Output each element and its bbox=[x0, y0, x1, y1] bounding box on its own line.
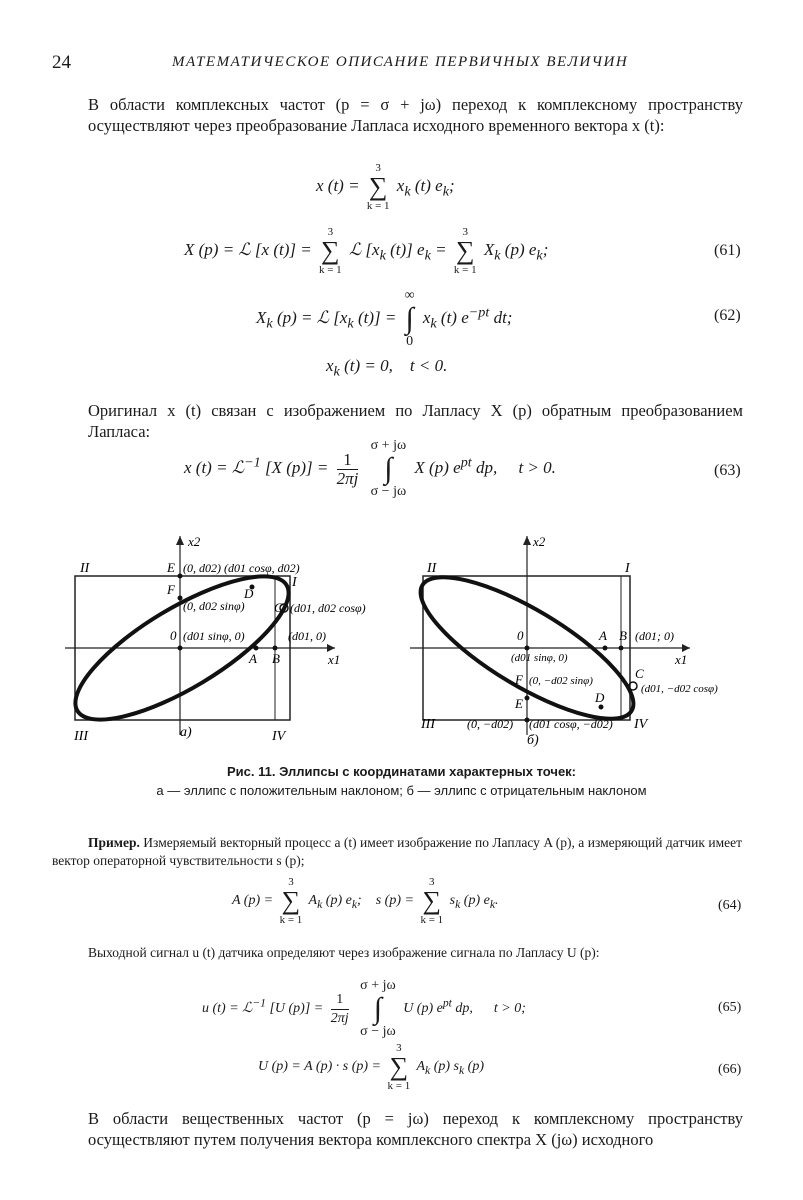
equation-63: x (t) = ℒ$^{-1}$ [X (p)] = $\frac{1}{2\pi j}$ σ + jω ∫ σ − jω X (p) $e^{pt}$ dp, t > 0. bbox=[184, 438, 556, 499]
quadrant-III: III bbox=[74, 729, 88, 744]
equation-number-62: (62) bbox=[714, 307, 741, 324]
point-E: E bbox=[515, 696, 523, 711]
point-C: C bbox=[635, 666, 644, 681]
quadrant-II: II bbox=[427, 561, 437, 576]
x-axis-arrow bbox=[682, 644, 690, 652]
point-D: D bbox=[595, 690, 605, 705]
quadrant-I: I bbox=[625, 561, 630, 576]
point-E: E bbox=[167, 560, 175, 575]
point-D: D bbox=[244, 586, 254, 601]
point-B: B bbox=[272, 651, 280, 666]
axis-label-x2: x2 bbox=[188, 534, 201, 549]
quadrant-IV: IV bbox=[634, 717, 648, 732]
coord-C: (d01, d02 cosφ) bbox=[290, 601, 366, 615]
running-title: МАТЕМАТИЧЕСКОЕ ОПИСАНИЕ ПЕРВИЧНЫХ ВЕЛИЧИН bbox=[172, 54, 629, 70]
example-paragraph: Пример. Измеряемый векторный процесс a (t) имеет изображение по Лапласу A (p), а измеряющий датчик имеет вектор операторной чувствительности s (p); bbox=[52, 835, 742, 868]
coord-E-D: (0, d02) (d01 cosφ, d02) bbox=[183, 561, 300, 575]
quadrant-II: II bbox=[80, 561, 90, 576]
figure-caption bbox=[0, 762, 803, 800]
point-F: F bbox=[515, 672, 523, 687]
coord-C: (d01, −d02 cosφ) bbox=[641, 683, 718, 695]
coord-A: (d01 sinφ, 0) bbox=[183, 629, 245, 643]
equation-number-63: (63) bbox=[714, 462, 741, 479]
subfigure-label-a: а) bbox=[180, 725, 192, 740]
coord-F: (0, −d02 sinφ) bbox=[529, 675, 593, 687]
point-A: A bbox=[249, 651, 257, 666]
figure-ellipse-a bbox=[60, 530, 390, 760]
quadrant-III: III bbox=[421, 717, 435, 732]
equation-66: U (p) = A (p) · s (p) = 3 ∑ k = 1 $A_k$ (p) $s_k$ (p) bbox=[258, 1042, 484, 1092]
equation-number-66: (66) bbox=[718, 1062, 742, 1077]
coord-F: (0, d02 sinφ) bbox=[183, 599, 245, 613]
subfigure-label-b: б) bbox=[527, 733, 539, 748]
paragraph-output-signal: Выходной сигнал u (t) датчика определяют через изображение сигнала по Лапласу U (p): bbox=[88, 945, 600, 960]
equation-65: u (t) = ℒ$^{-1}$ [U (p)] = $\frac{1}{2\pi j}$ σ + jω ∫ σ − jω U (p) $e^{pt}$ dp, t > 0; bbox=[202, 978, 526, 1039]
coord-B: (d01; 0) bbox=[635, 629, 674, 643]
y-axis-arrow bbox=[523, 536, 531, 545]
axis-label-x2: x2 bbox=[533, 534, 546, 549]
equation-64: A (p) = 3 ∑ k = 1 $A_k$ (p) $e_k$; s (p) = 3 ∑ k = 1 $s_k$ (p) $e_k$. bbox=[232, 876, 499, 926]
point-B: B bbox=[619, 628, 627, 643]
paragraph-intro: В области комплексных частот (p = σ + jω) переход к комплексному пространству осуществляют через преобразование Лапласа исходного временного вектора x (t): bbox=[88, 95, 743, 135]
point-C: C bbox=[274, 600, 283, 615]
axis-label-x1: x1 bbox=[328, 652, 341, 667]
x-axis-arrow bbox=[327, 644, 335, 652]
page-number: 24 bbox=[52, 52, 71, 73]
coord-E: (0, −d02) bbox=[467, 717, 514, 731]
coord-A: (d01 sinφ, 0) bbox=[511, 652, 568, 664]
point-F: F bbox=[167, 582, 175, 597]
equation-61: X (p) = ℒ [x (t)] = 3 ∑ k = 1 ℒ [$x_k$ (t)] $e_k$ = 3 ∑ k = 1 $X_k$ (p) $e_k$; bbox=[184, 226, 549, 276]
coord-D: (d01 cosφ, −d02) bbox=[529, 717, 613, 731]
y-axis-arrow bbox=[176, 536, 184, 545]
point-O: 0 bbox=[517, 628, 524, 643]
equation-condition: $x_k$ (t) = 0, t < 0. bbox=[326, 356, 448, 380]
quadrant-IV: IV bbox=[272, 729, 286, 744]
paragraph-real-frequencies: В области вещественных частот (p = jω) переход к комплексному пространству осуществляют путем получения вектора комплексного спектра X (jω) исходного bbox=[88, 1109, 743, 1149]
point-O: 0 bbox=[170, 628, 177, 643]
point-A: A bbox=[599, 628, 607, 643]
equation-number-65: (65) bbox=[718, 1000, 742, 1015]
equation-62: $X_k$ (p) = ℒ [$x_k$ (t)] = ∞ ∫ 0 $x_k$ (t) $e^{-pt}$ dt; bbox=[256, 288, 513, 349]
axis-label-x1: x1 bbox=[675, 652, 688, 667]
figure-ellipse-b bbox=[405, 530, 745, 760]
paragraph-inverse: Оригинал x (t) связан с изображением по Лапласу X (p) обратным преобразованием Лапласа: bbox=[88, 401, 743, 441]
equation-x-sum: x (t) = 3 ∑ k = 1 $x_k$ (t) $e_k$; bbox=[316, 162, 455, 212]
coord-B: (d01, 0) bbox=[288, 629, 326, 643]
equation-number-64: (64) bbox=[718, 898, 742, 913]
quadrant-I: I bbox=[292, 575, 297, 590]
equation-number-61: (61) bbox=[714, 242, 741, 259]
caption-line-1: Рис. 11. Эллипсы с координатами характерных точек: bbox=[226, 764, 577, 779]
caption-line-2: а — эллипс с положительным наклоном; б — эллипс с отрицательным наклоном bbox=[156, 783, 647, 798]
